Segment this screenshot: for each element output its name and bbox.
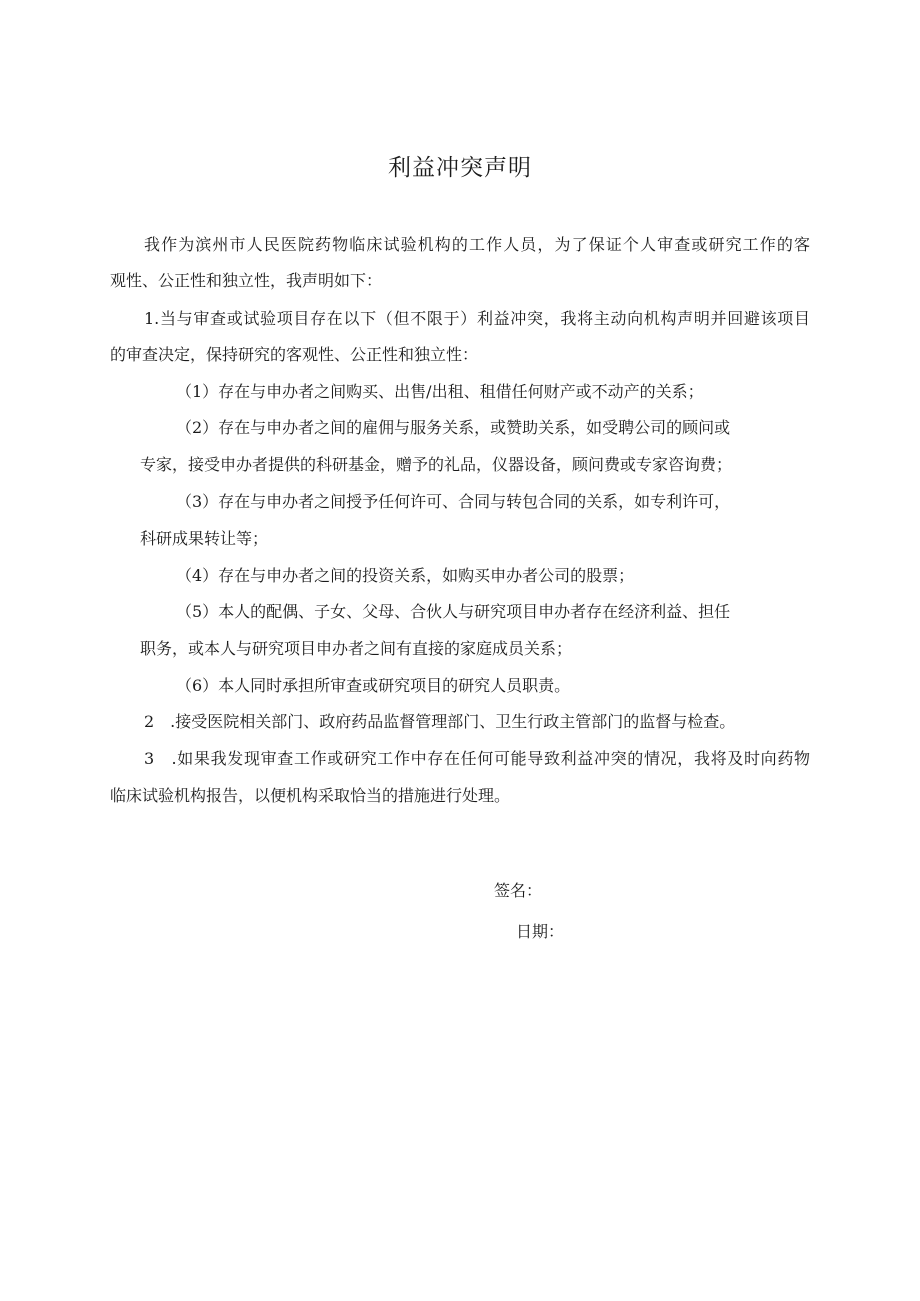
- sub-item-1: （1）存在与申办者之间购买、出售/出租、租借任何财产或不动产的关系；: [176, 382, 704, 401]
- sub-item-2-line-2: 专家，接受申办者提供的科研基金，赠予的礼品，仪器设备，顾问费或专家咨询费；: [140, 455, 733, 474]
- sub-item-3-line-1: （3）存在与申办者之间授予任何许可、合同与转包合同的关系，如专利许可，: [176, 492, 731, 511]
- intro-line-1: 我作为滨州市人民医院药物临床试验机构的工作人员，为了保证个人审查或研究工作的客: [144, 235, 810, 254]
- sub-item-6: （6）本人同时承担所审查或研究项目的研究人员职责。: [176, 676, 571, 695]
- sub-item-4: （4）存在与申办者之间的投资关系，如购买申办者公司的股票；: [176, 566, 635, 585]
- signature-label: 签名：: [494, 881, 543, 900]
- sub-item-3-line-2: 科研成果转让等；: [140, 529, 269, 548]
- item1-line-1: 1.当与审查或试验项目存在以下（但不限于）利益冲突，我将主动向机构声明并回避该项目: [144, 309, 810, 328]
- sub-item-5-line-2: 职务，或本人与研究项目申办者之间有直接的家庭成员关系；: [140, 639, 573, 658]
- date-label: 日期：: [516, 922, 565, 941]
- item3-line-1: 3 .如果我发现审查工作或研究工作中存在任何可能导致利益冲突的情况，我将及时向药物: [144, 749, 810, 768]
- item1-line-2: 的审查决定，保持研究的客观性、公正性和独立性：: [110, 345, 479, 364]
- intro-line-2: 观性、公正性和独立性，我声明如下：: [110, 271, 383, 290]
- item3-line-2: 临床试验机构报告，以便机构采取恰当的措施进行处理。: [110, 786, 511, 805]
- sub-item-2-line-1: （2）存在与申办者之间的雇佣与服务关系，或赞助关系，如受聘公司的顾问或: [176, 418, 731, 437]
- page-title: 利益冲突声明: [388, 155, 532, 181]
- item2-line: 2 .接受医院相关部门、政府药品监督管理部门、卫生行政主管部门的监督与检查。: [144, 712, 736, 731]
- sub-item-5-line-1: （5）本人的配偶、子女、父母、合伙人与研究项目申办者存在经济利益、担任: [176, 602, 731, 621]
